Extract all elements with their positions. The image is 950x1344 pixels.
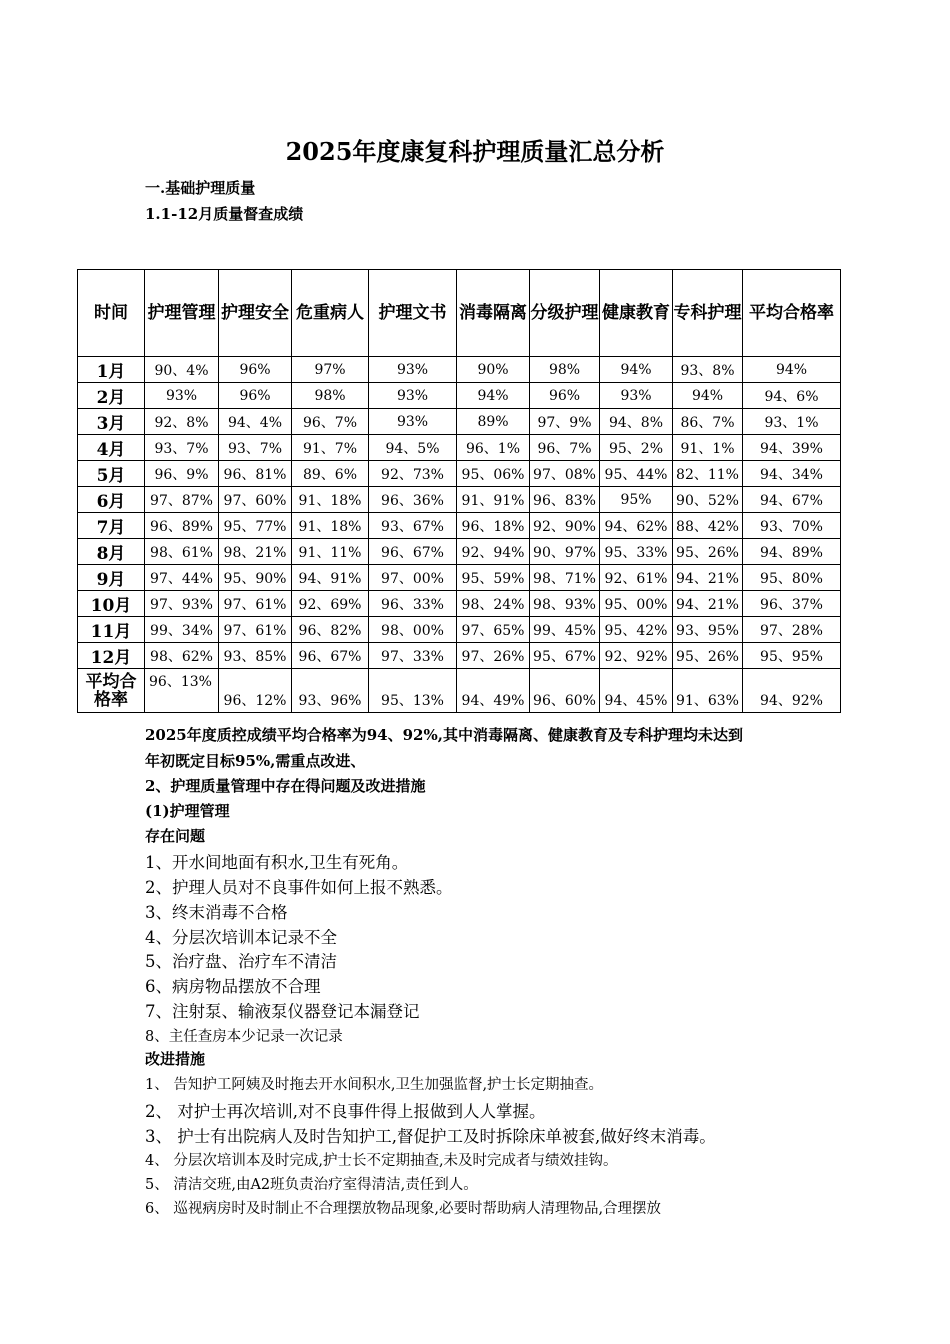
table-row — [78, 383, 841, 409]
score-cell: 95% — [600, 487, 673, 513]
score-cell: 95、77% — [219, 513, 292, 539]
average-score-cell: 96、12% — [219, 669, 292, 713]
problem-item: 7、注射泵、输液泵仪器登记本漏登记 — [145, 1002, 420, 1021]
average-score-cell: 96、60% — [530, 669, 600, 713]
score-cell: 95、59% — [457, 565, 530, 591]
score-cell: 94、8% — [600, 409, 673, 435]
score-cell: 94、21% — [673, 591, 743, 617]
score-cell: 93、95% — [673, 617, 743, 643]
score-cell: 93、70% — [743, 513, 841, 539]
table-row — [78, 591, 841, 617]
score-cell: 86、7% — [673, 409, 743, 435]
score-cell: 97、61% — [219, 591, 292, 617]
table-row — [78, 409, 841, 435]
month-cell: 4月 — [78, 435, 145, 461]
score-cell: 96、33% — [369, 591, 457, 617]
table-row — [78, 565, 841, 591]
score-cell: 92、61% — [600, 565, 673, 591]
score-cell: 98、71% — [530, 565, 600, 591]
score-cell: 91、18% — [292, 513, 369, 539]
score-cell: 93、7% — [219, 435, 292, 461]
header-cell: 消毒隔离 — [457, 270, 530, 357]
score-cell: 94% — [457, 383, 530, 409]
score-cell: 92、92% — [600, 643, 673, 669]
month-cell: 5月 — [78, 461, 145, 487]
score-cell: 96、36% — [369, 487, 457, 513]
score-cell: 82、11% — [673, 461, 743, 487]
score-cell: 93% — [369, 357, 457, 383]
score-cell: 98、93% — [530, 591, 600, 617]
score-cell: 93、67% — [369, 513, 457, 539]
measure-item: 5、 清洁交班,由A2班负责治疗室得清洁,责任到人。 — [145, 1177, 478, 1193]
problem-item: 5、治疗盘、治疗车不清洁 — [145, 952, 337, 971]
score-cell: 95、26% — [673, 643, 743, 669]
header-cell: 分级护理 — [530, 270, 600, 357]
score-cell: 90、52% — [673, 487, 743, 513]
score-cell: 99、34% — [145, 617, 219, 643]
measure-item: 2、 对护士再次培训,对不良事件得上报做到人人掌握。 — [145, 1102, 546, 1121]
month-cell: 6月 — [78, 487, 145, 513]
score-cell: 94、4% — [219, 409, 292, 435]
score-cell: 94、34% — [743, 461, 841, 487]
month-cell: 10月 — [78, 591, 145, 617]
score-cell: 93% — [600, 383, 673, 409]
score-cell: 93% — [369, 383, 457, 409]
score-cell: 96、89% — [145, 513, 219, 539]
month-cell: 3月 — [78, 409, 145, 435]
score-cell: 95、33% — [600, 539, 673, 565]
score-cell: 92、94% — [457, 539, 530, 565]
score-cell: 94、62% — [600, 513, 673, 539]
month-cell: 8月 — [78, 539, 145, 565]
score-cell: 96、7% — [530, 435, 600, 461]
score-cell: 95、42% — [600, 617, 673, 643]
score-cell: 98、61% — [145, 539, 219, 565]
header-cell: 健康教育 — [600, 270, 673, 357]
score-cell: 93% — [145, 383, 219, 409]
score-cell: 98、00% — [369, 617, 457, 643]
score-cell: 96、67% — [292, 643, 369, 669]
score-cell: 98% — [530, 357, 600, 383]
month-cell: 7月 — [78, 513, 145, 539]
score-cell: 96、18% — [457, 513, 530, 539]
score-cell: 97、33% — [369, 643, 457, 669]
average-score-cell: 94、92% — [743, 669, 841, 713]
summary-line-1: 2025年度质控成绩平均合格率为94、92%,其中消毒隔离、健康教育及专科护理均未达到 — [145, 726, 743, 744]
score-cell: 91、11% — [292, 539, 369, 565]
header-cell: 危重病人 — [292, 270, 369, 357]
score-cell: 96、83% — [530, 487, 600, 513]
score-cell: 99、45% — [530, 617, 600, 643]
score-cell: 92、8% — [145, 409, 219, 435]
measure-item: 1、 告知护工阿姨及时拖去开水间积水,卫生加强监督,护士长定期抽查。 — [145, 1077, 604, 1093]
table-row — [78, 617, 841, 643]
problems-label: 存在问题 — [145, 827, 206, 845]
header-cell: 专科护理 — [673, 270, 743, 357]
problem-item: 2、护理人员对不良事件如何上报不熟悉。 — [145, 878, 453, 897]
score-cell: 97、26% — [457, 643, 530, 669]
quality-score-table — [77, 269, 841, 713]
subsection-heading: (1)护理管理 — [145, 802, 230, 820]
section-heading-1: 一.基础护理质量 — [145, 179, 256, 197]
score-cell: 94、89% — [743, 539, 841, 565]
score-cell: 93、1% — [743, 409, 841, 435]
month-cell: 2月 — [78, 383, 145, 409]
score-cell: 95、00% — [600, 591, 673, 617]
summary-line-2: 年初既定目标95%,需重点改进、 — [145, 752, 366, 770]
score-cell: 97、61% — [219, 617, 292, 643]
table-header-row — [78, 270, 841, 357]
section-heading-2: 2、护理质量管理中存在得问题及改进措施 — [145, 777, 426, 795]
score-cell: 94、6% — [743, 383, 841, 409]
score-cell: 94、67% — [743, 487, 841, 513]
score-cell: 89% — [457, 409, 530, 435]
table-average-row — [78, 669, 841, 713]
month-cell: 1月 — [78, 357, 145, 383]
table-row — [78, 357, 841, 383]
score-cell: 93、8% — [673, 357, 743, 383]
score-cell: 91、1% — [673, 435, 743, 461]
measure-item: 3、 护士有出院病人及时告知护工,督促护工及时拆除床单被套,做好终末消毒。 — [145, 1127, 716, 1146]
problem-item: 6、病房物品摆放不合理 — [145, 977, 321, 996]
table-row — [78, 487, 841, 513]
score-cell: 94% — [743, 357, 841, 383]
header-cell: 时间 — [78, 270, 145, 357]
score-cell: 98% — [292, 383, 369, 409]
score-cell: 90、4% — [145, 357, 219, 383]
score-cell: 90、97% — [530, 539, 600, 565]
problem-item: 1、开水间地面有积水,卫生有死角。 — [145, 853, 409, 872]
score-cell: 96% — [530, 383, 600, 409]
section-subheading-1: 1.1-12月质量督查成绩 — [145, 205, 304, 223]
score-cell: 96% — [219, 383, 292, 409]
score-cell: 97、9% — [530, 409, 600, 435]
score-cell: 94、21% — [673, 565, 743, 591]
score-cell: 97、93% — [145, 591, 219, 617]
header-cell: 护理安全 — [219, 270, 292, 357]
score-cell: 95、80% — [743, 565, 841, 591]
score-cell: 98、62% — [145, 643, 219, 669]
problem-item: 3、终末消毒不合格 — [145, 903, 288, 922]
table-row — [78, 435, 841, 461]
average-score-cell: 96、13% — [145, 669, 219, 713]
problem-item: 4、分层次培训本记录不全 — [145, 928, 337, 947]
average-score-cell: 93、96% — [292, 669, 369, 713]
table-row — [78, 513, 841, 539]
score-cell: 97、87% — [145, 487, 219, 513]
score-cell: 96、81% — [219, 461, 292, 487]
score-cell: 95、26% — [673, 539, 743, 565]
score-cell: 97、65% — [457, 617, 530, 643]
score-cell: 96、82% — [292, 617, 369, 643]
score-cell: 96、7% — [292, 409, 369, 435]
score-cell: 98、24% — [457, 591, 530, 617]
measure-item: 4、 分层次培训本及时完成,护士长不定期抽查,未及时完成者与绩效挂钩。 — [145, 1153, 618, 1169]
score-cell: 96、67% — [369, 539, 457, 565]
score-cell: 93% — [369, 409, 457, 435]
score-cell: 95、67% — [530, 643, 600, 669]
score-cell: 94、91% — [292, 565, 369, 591]
document-title: 2025年度康复科护理质量汇总分析 — [285, 137, 665, 166]
score-cell: 97、00% — [369, 565, 457, 591]
score-cell: 92、90% — [530, 513, 600, 539]
table-row — [78, 539, 841, 565]
measure-item: 6、 巡视病房时及时制止不合理摆放物品现象,必要时帮助病人清理物品,合理摆放 — [145, 1201, 662, 1217]
header-cell: 护理管理 — [145, 270, 219, 357]
average-score-cell: 95、13% — [369, 669, 457, 713]
score-cell: 96、1% — [457, 435, 530, 461]
score-cell: 89、6% — [292, 461, 369, 487]
average-score-cell: 94、49% — [457, 669, 530, 713]
measures-label: 改进措施 — [145, 1050, 206, 1068]
score-cell: 90% — [457, 357, 530, 383]
score-cell: 94% — [673, 383, 743, 409]
score-cell: 91、91% — [457, 487, 530, 513]
score-cell: 95、90% — [219, 565, 292, 591]
header-cell: 护理文书 — [369, 270, 457, 357]
score-cell: 97、28% — [743, 617, 841, 643]
month-cell: 11月 — [78, 617, 145, 643]
score-cell: 97% — [292, 357, 369, 383]
score-cell: 97、08% — [530, 461, 600, 487]
score-cell: 94% — [600, 357, 673, 383]
month-cell: 12月 — [78, 643, 145, 669]
header-cell: 平均合格率 — [743, 270, 841, 357]
score-cell: 96% — [219, 357, 292, 383]
table-row — [78, 461, 841, 487]
problem-item: 8、主任查房本少记录一次记录 — [145, 1029, 343, 1045]
score-cell: 92、73% — [369, 461, 457, 487]
score-cell: 95、2% — [600, 435, 673, 461]
score-cell: 91、7% — [292, 435, 369, 461]
score-cell: 97、60% — [219, 487, 292, 513]
month-cell: 9月 — [78, 565, 145, 591]
score-cell: 96、37% — [743, 591, 841, 617]
score-cell: 91、18% — [292, 487, 369, 513]
average-score-cell: 94、45% — [600, 669, 673, 713]
average-label-cell: 平均合格率 — [78, 669, 145, 713]
table-row — [78, 643, 841, 669]
score-cell: 96、9% — [145, 461, 219, 487]
score-cell: 95、95% — [743, 643, 841, 669]
score-cell: 94、5% — [369, 435, 457, 461]
score-cell: 95、44% — [600, 461, 673, 487]
score-cell: 98、21% — [219, 539, 292, 565]
score-cell: 88、42% — [673, 513, 743, 539]
score-cell: 95、06% — [457, 461, 530, 487]
score-cell: 94、39% — [743, 435, 841, 461]
score-cell: 93、85% — [219, 643, 292, 669]
score-cell: 93、7% — [145, 435, 219, 461]
score-cell: 97、44% — [145, 565, 219, 591]
score-cell: 92、69% — [292, 591, 369, 617]
average-score-cell: 91、63% — [673, 669, 743, 713]
